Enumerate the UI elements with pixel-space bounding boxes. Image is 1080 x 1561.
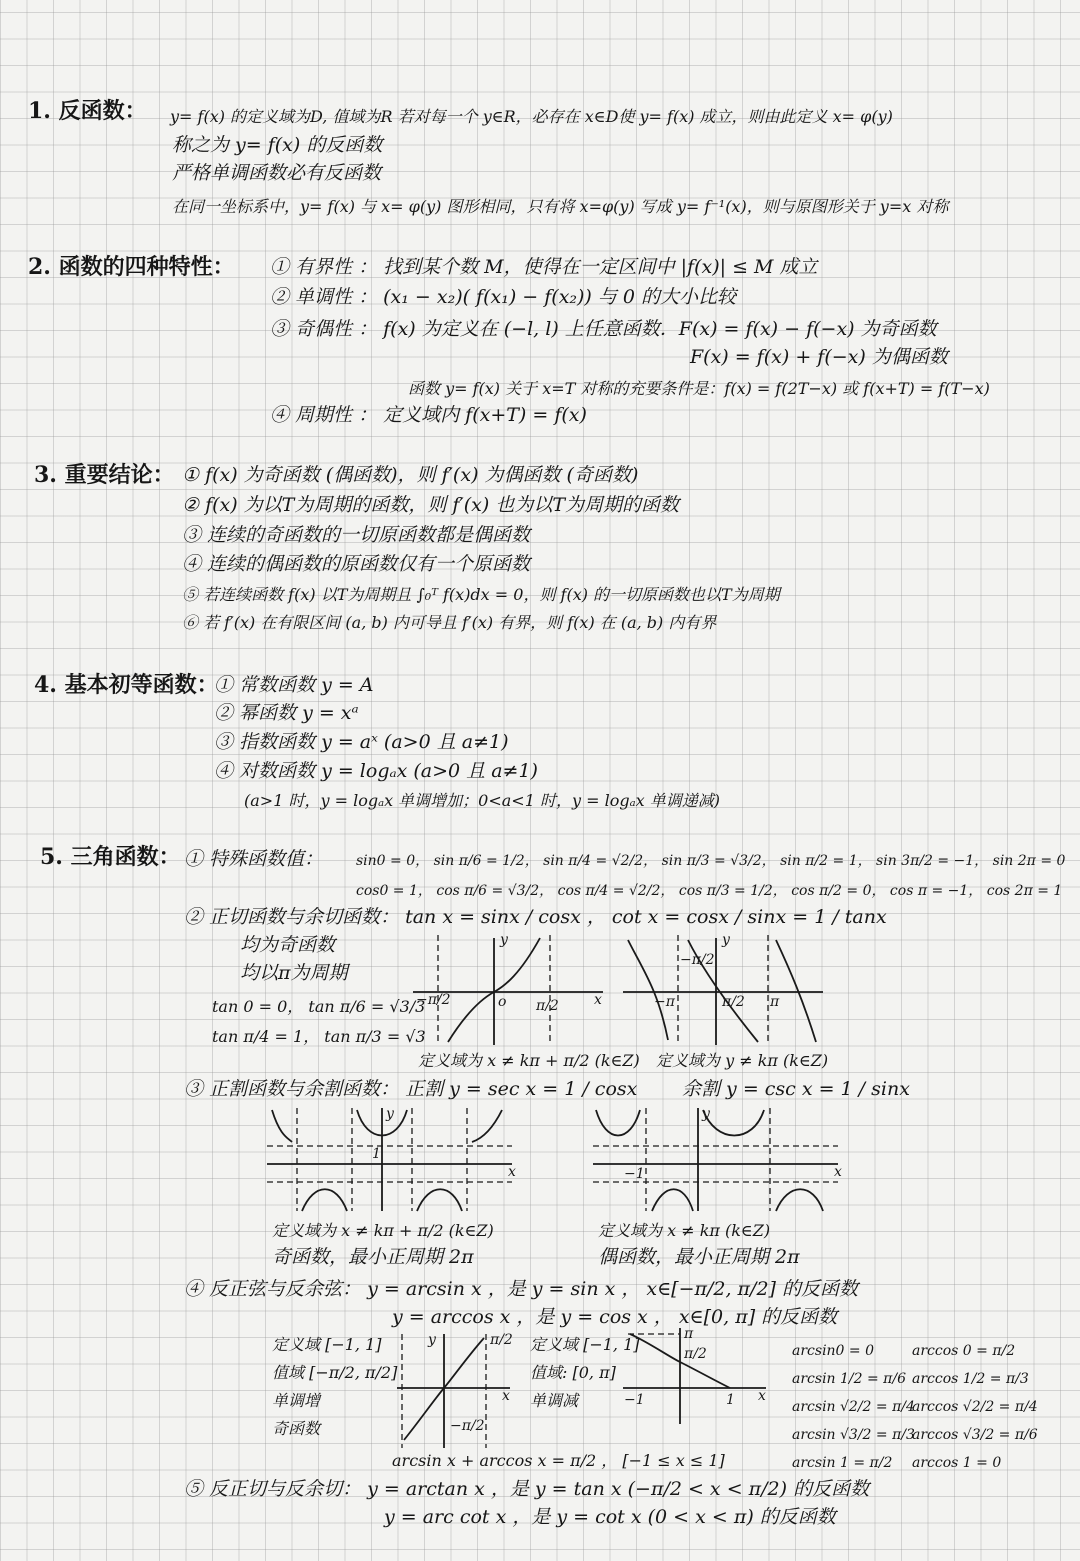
s5-arccot-definition: y = arc cot x ，是 y = cot x (0 < x < π) 的反函数 [384,1506,836,1528]
s2-parity: ③ 奇偶性 ： f(x) 为定义在 (−l, l) 上任意函数．F(x) = f(x) − f(−x) 为奇函数 [270,318,937,340]
s3-item-2: ② f(x) 为以T为周期的函数，则 f′(x) 也为以T为周期的函数 [182,494,679,516]
arccos-graph [618,1326,768,1426]
arcsin-domain: 定义域 [−1, 1] [272,1335,382,1354]
arccos-monotone: 单调减 [530,1391,579,1410]
arccos-value-1: arccos 0 = π/2 [912,1343,1016,1359]
s5-tan-odd: 均为奇函数 [240,934,336,956]
arcsin-arccos-identity: arcsin x + arccos x = π/2 ， [−1 ≤ x ≤ 1] [392,1451,725,1470]
s2-periodicity: ④ 周期性 ： 定义域内 f(x+T) = f(x) [270,404,587,426]
arcsin-label-half-pi: π/2 [490,1332,513,1348]
s5-tan-domain: 定义域为 x ≠ kπ + π/2 (k∈Z) [418,1051,640,1070]
s5-csc-domain: 定义域为 x ≠ kπ (k∈Z) [598,1221,771,1240]
cot-label-minus-pi: −π [654,994,675,1010]
sec-branch-up-left [272,1110,292,1142]
arcsin-monotone: 单调增 [272,1391,321,1410]
s5-arcsin-title: ④ 反正弦与反余弦： y = arcsin x ，是 y = sin x ， x∈[−π/2, π/2] 的反函数 [184,1278,858,1300]
sec-label-one: 1 [372,1146,381,1162]
s1-line-3: 严格单调函数必有反函数 [172,162,382,184]
section-3-heading: 3. 重要结论： [34,462,175,488]
s2-symmetry: 函数 y= f(x) 关于 x=T 对称的充要条件是：f(x) = f(2T−x) 或 f(x+T) = f(T−x) [408,379,990,398]
arcsin-value-3: arcsin √2/2 = π/4 [792,1399,915,1415]
cot-label-minus-half-pi: −π/2 [680,952,715,968]
s2-parity-even: F(x) = f(x) + f(−x) 为偶函数 [690,346,948,368]
arcsin-graph [392,1330,512,1450]
arcsin-label-minus-half-pi: −π/2 [450,1418,485,1434]
s5-tan-period: 均以π为周期 [240,962,348,984]
s4-item-4: ④ 对数函数 y = logₐx (a>0 且 a≠1) [214,760,538,782]
csc-label-x: x [834,1164,842,1180]
tan-label-half-pi: π/2 [536,998,559,1014]
sec-branch-up-right [472,1110,502,1142]
arccos-range: 值域: [0, π] [530,1363,616,1382]
s5-sec-parity: 奇函数，最小正周期 2π [272,1246,474,1268]
cot-label-y: y [722,932,730,948]
arccos-label-one: 1 [726,1392,735,1408]
cot-label-half-pi: π/2 [722,994,745,1010]
s3-item-4: ④ 连续的偶函数的原函数仅有一个原函数 [182,553,531,575]
arccos-label-pi: π [684,1326,694,1342]
csc-branch-up-left [596,1110,640,1136]
s4-item-3: ③ 指数函数 y = aˣ (a>0 且 a≠1) [214,731,509,753]
section-4-heading: 4. 基本初等函数： [34,672,219,698]
csc-branch-down-right [776,1189,823,1211]
s3-item-3: ③ 连续的奇函数的一切原函数都是偶函数 [182,524,531,546]
s5-cot-domain: 定义域为 y ≠ kπ (k∈Z) [656,1051,829,1070]
arcsin-value-2: arcsin 1/2 = π/6 [792,1371,906,1387]
s4-item-5: (a>1 时，y = logₐx 单调增加；0<a<1 时，y = logₐx 单调递减) [244,791,720,810]
csc-label-minus-one: −1 [624,1166,645,1182]
arccos-value-3: arccos √2/2 = π/4 [912,1399,1038,1415]
tan-label-x: x [594,992,602,1008]
arcsin-value-1: arcsin0 = 0 [792,1343,875,1359]
sec-graph [262,1106,522,1216]
s5-csc-parity: 偶函数，最小正周期 2π [598,1246,800,1268]
s5-csc-definition: 余割 y = csc x = 1 / sinx [682,1078,910,1100]
cot-curve-right [776,940,816,1042]
cot-graph [618,930,828,1050]
sec-branch-down-left [302,1189,347,1211]
s5-cos-values: cos0 = 1， cos π/6 = √3/2， cos π/4 = √2/2， cos π/3 = 1/2， cos π/2 = 0， cos π = −1， cos 2π = 1 [356,883,1063,899]
arccos-label-half-pi: π/2 [684,1346,707,1362]
csc-branch-down-mid [652,1189,693,1211]
csc-branch-up-right [703,1110,764,1136]
s2-monotonicity: ② 单调性 ： (x₁ − x₂)( f(x₁) − f(x₂)) 与 0 的大小比较 [270,286,737,308]
s5-tan-values-1: tan 0 = 0， tan π/6 = √3/3 [212,997,426,1016]
arccos-label-x: x [758,1388,766,1404]
arccos-value-5: arccos 1 = 0 [912,1455,1002,1471]
section-5-heading: 5. 三角函数： [40,844,181,870]
tan-label-minus-half-pi: −π/2 [416,992,451,1008]
arcsin-range: 值域 [−π/2, π/2] [272,1363,398,1382]
cot-label-pi: π [770,994,780,1010]
s4-item-1: ① 常数函数 y = A [214,674,374,696]
arccos-value-4: arccos √3/2 = π/6 [912,1427,1038,1443]
arccos-value-2: arccos 1/2 = π/3 [912,1371,1029,1387]
sec-label-y: y [386,1106,394,1122]
s4-item-2: ② 幂函数 y = xᵃ [214,702,359,724]
s1-line-2: 称之为 y= f(x) 的反函数 [172,134,383,156]
s3-item-5: ⑤ 若连续函数 f(x) 以T为周期且 ∫₀ᵀ f(x)dx = 0，则 f(x) 的一切原函数也以T为周期 [182,585,780,604]
arcsin-value-4: arcsin √3/2 = π/3 [792,1427,915,1443]
arcsin-label-x: x [502,1388,510,1404]
s5-special-values-label: ① 特殊函数值： [184,848,324,870]
s5-sin-values: sin0 = 0， sin π/6 = 1/2， sin π/4 = √2/2， sin π/3 = √3/2， sin π/2 = 1， sin 3π/2 = −1， sin 2π = 0 [356,853,1066,869]
s5-tan-cot-title: ② 正切函数与余切函数： tan x = sinx / cosx ， cot x = cosx / sinx = 1 / tanx [184,906,887,928]
tan-graph [408,930,608,1050]
tan-label-y: y [500,932,508,948]
s1-line-4: 在同一坐标系中，y= f(x) 与 x= φ(y) 图形相同，只有将 x=φ(y) 写成 y= f⁻¹(x)，则与原图形关于 y=x 对称 [172,197,949,216]
arcsin-parity: 奇函数 [272,1419,321,1438]
s5-sec-csc-title: ③ 正割函数与余割函数： 正割 y = sec x = 1 / cosx [184,1078,638,1100]
csc-graph [588,1106,848,1216]
s3-item-6: ⑥ 若 f′(x) 在有限区间 (a, b) 内可导且 f′(x) 有界，则 f(x) 在 (a, b) 内有界 [182,613,717,632]
arcsin-value-5: arcsin 1 = π/2 [792,1455,893,1471]
s5-tan-values-2: tan π/4 = 1， tan π/3 = √3 [212,1027,426,1046]
tan-label-o: o [498,994,507,1010]
arcsin-label-y: y [428,1332,436,1348]
sec-branch-down-right [417,1189,462,1211]
arccos-label-minus-one: −1 [624,1392,645,1408]
arccos-domain: 定义域 [−1, 1] [530,1335,640,1354]
cot-curve-left [628,940,668,1040]
section-2-heading: 2. 函数的四种特性： [28,254,235,280]
s2-boundedness: ① 有界性 ： 找到某个数 M，使得在一定区间中 |f(x)| ≤ M 成立 [270,256,818,278]
csc-label-y: y [702,1106,710,1122]
sec-label-x: x [508,1164,516,1180]
s5-sec-domain: 定义域为 x ≠ kπ + π/2 (k∈Z) [272,1221,494,1240]
s1-line-1: y= f(x) 的定义域为D, 值域为R 若对每一个 y∈R，必存在 x∈D使 y= f(x) 成立，则由此定义 x= φ(y) [170,107,893,126]
s5-arccos-definition: y = arccos x ，是 y = cos x ， x∈[0, π] 的反函数 [392,1306,838,1328]
s5-arctan-title: ⑤ 反正切与反余切： y = arctan x ，是 y = tan x (−π/2 < x < π/2) 的反函数 [184,1478,870,1500]
section-1-heading: 1. 反函数： [28,98,147,124]
s3-item-1: ① f(x) 为奇函数 (偶函数)，则 f′(x) 为偶函数 (奇函数) [182,464,639,486]
